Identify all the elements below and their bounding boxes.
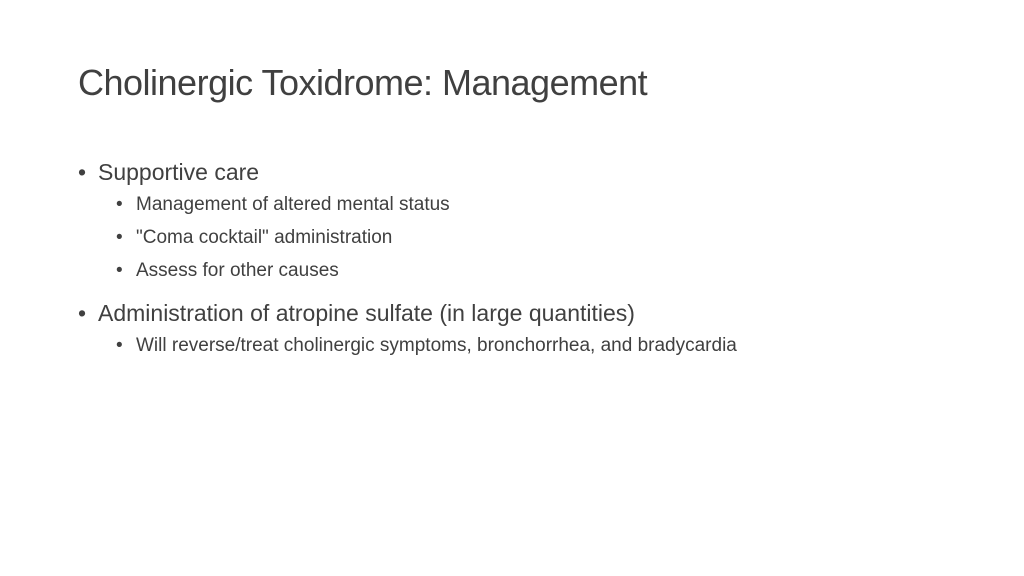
sub-bullet-text: Will reverse/treat cholinergic symptoms, bronchorrhea, and bradycardia [136,335,737,356]
sub-bullet-point [78,329,978,362]
bullet-point-atropine [78,297,978,329]
sub-bullet-point [78,254,978,287]
slide-title: Cholinergic Toxidrome: Management [78,62,648,103]
slide-content [78,156,978,362]
bullet-icon: • [116,194,123,215]
bullet-icon: • [116,227,123,248]
sub-bullet-text: "Coma cocktail" administration [136,227,393,248]
bullet-point-supportive-care [78,156,978,188]
sub-bullet-point [78,188,978,221]
sub-bullet-point [78,221,978,254]
sub-bullet-text: Management of altered mental status [136,194,450,215]
bullet-text: Supportive care [98,159,260,185]
bullet-text: Administration of atropine sulfate (in large quantities) [98,300,635,326]
bullet-icon: • [78,159,87,185]
bullet-icon: • [116,260,123,281]
sub-bullet-text: Assess for other causes [136,260,339,281]
bullet-icon: • [116,335,123,356]
bullet-icon: • [78,300,87,326]
